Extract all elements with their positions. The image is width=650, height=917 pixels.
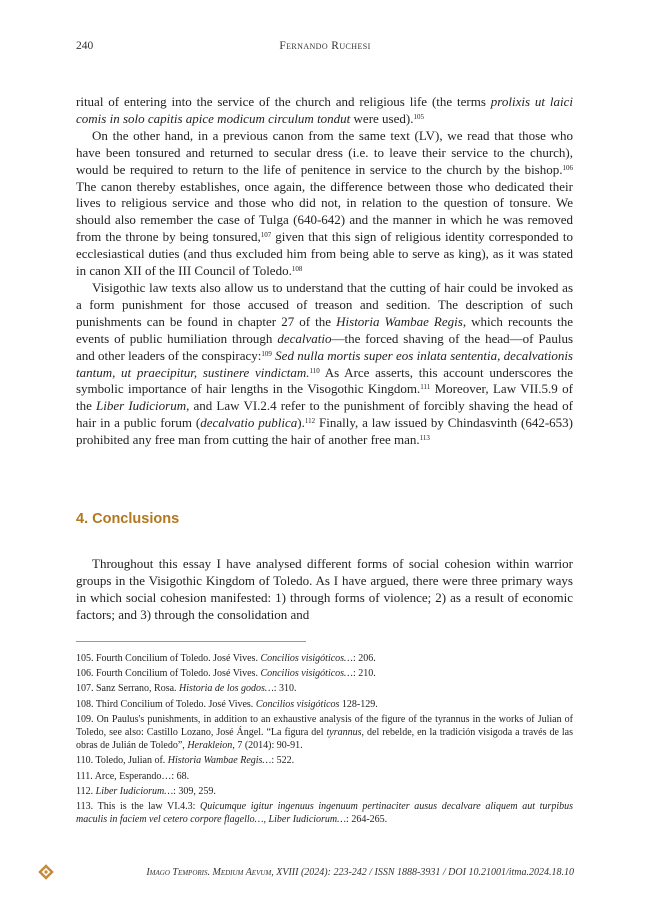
footnote-text: 109. On Paulus's punishments, in addition to an exhaustive analysis of the figure of the tyrannus in the works of Julian of Toledo, see also: Castillo Lozano, José Ángel. “La figura del: [76, 713, 573, 739]
footnote-text: 113. This is the law VI.4.3:: [76, 801, 201, 813]
paragraph: [76, 280, 573, 449]
footnote: [76, 800, 573, 826]
footnote-text: 107. Sanz Serrano, Rosa.: [76, 683, 180, 695]
title-italic: Liber Iudiciorum: [96, 398, 187, 414]
footnote-separator: [76, 641, 306, 642]
footnote: [76, 754, 573, 767]
footnote-ref: 113: [419, 434, 430, 443]
footnote-ref: 111: [420, 383, 431, 392]
footnote-title: Herakleion: [187, 740, 233, 752]
footnote-ref: 112: [304, 417, 316, 426]
footnote: [76, 667, 573, 680]
footnote-title: Quicumque igitur ingenuus ingenuum pertinaciter ausus decalvare aliquem aut turpibus maculis in faciem vel cetero corpore flagello…, Liber Iudiciorum…: [76, 801, 573, 826]
footnote: [76, 713, 573, 753]
text: Finally, a law issued by Chindasvinth (642-653) prohibited any free man from cutting the hair of another free man.: [76, 415, 574, 448]
footnote-ref: 110: [309, 366, 320, 375]
footnote-text: 106. Fourth Concilium of Toledo. José Vives.: [76, 668, 261, 680]
section-heading: 4. Conclusions: [76, 511, 180, 527]
footnote-text: 105. Fourth Concilium of Toledo. José Vives.: [76, 653, 261, 664]
footnote-ref: 106: [562, 163, 573, 172]
footnote: [76, 652, 573, 665]
text: Visigothic law texts also allow us to understand that the cutting of hair could be invoked as a form punishment for those accused of treason and sedition. The description of such punishments can be found in chapter 27 of the: [76, 279, 573, 329]
text: ritual of entering into the service of the church and religious life (the terms: [76, 94, 491, 109]
footnote-title: Concilios visigóticos: [255, 698, 340, 710]
footnote-text: 110. Toledo, Julian of.: [76, 755, 168, 767]
footnote-ref: 108: [291, 265, 303, 274]
paragraph: [76, 128, 573, 280]
text: As Arce asserts, this account underscores the symbolic importance of hair lengths in the Visogothic Kingdom.: [76, 364, 573, 397]
footnote-text: : 309, 259.: [173, 785, 216, 797]
footnote-text: 108. Third Concilium of Toledo. José Vives.: [76, 698, 256, 710]
latin-quote: prolixis ut laici comis in solo capitis apice modicum circulum tondut: [76, 94, 573, 126]
running-author: Fernando Ruchesi: [279, 40, 371, 52]
paragraph: [76, 94, 573, 128]
footnote-title: Historia de los godos…: [179, 683, 274, 695]
footnote-text: 128-129.: [339, 698, 378, 710]
latin-quote: Sed nulla mortis super eos inlata sententia, decalvationis tantum, ut praecipitur, sustinere vindictam.: [76, 347, 573, 380]
footnote: [76, 770, 573, 783]
footnotes: [76, 652, 573, 828]
footnote-title: Historia Wambae Regis…: [167, 755, 272, 767]
footnote: [76, 682, 573, 695]
footnote-ref: 109: [261, 349, 272, 358]
journal-details: , XVIII (2024): 223-242 / ISSN 1888-3931 / DOI 10.21001/itma.2024.18.10: [271, 867, 574, 878]
footnote: [76, 698, 573, 711]
journal-title: Imago Temporis. Medium Aevum: [146, 867, 272, 878]
footnote-text: 112.: [76, 785, 96, 797]
term-italic: decalvatio publica: [200, 415, 298, 431]
footnote-title: tyrannus: [326, 727, 362, 739]
text: Moreover, Law VII.5.9 of the: [76, 381, 573, 414]
paragraph: Throughout this essay I have analysed different forms of social cohesion within warrior groups in the Visigothic Kingdom of Toledo. As I have argued, there were three primary ways in which social cohesion manifested: 1) through forms of violence; 2) as a result of economic factors; and 3) through the consolidation and: [76, 556, 573, 622]
text: given that this sign of religious identity corresponded to ecclesiastical duties (and thus excluded him from being able to serve as king), as it was stated in canon XII of the III Council of Toledo.: [76, 229, 573, 279]
title-italic: Historia Wambae Regis: [336, 313, 463, 329]
page-number: 240: [76, 40, 94, 52]
footnote-ref: 107: [260, 231, 272, 240]
footnote-ref: 105: [413, 112, 424, 121]
footnote-text: , 7 (2014): 90-91.: [232, 740, 303, 752]
footnote-title: Liber Iudiciorum…: [95, 785, 174, 797]
text: The canon thereby establishes, once again, the difference between those who dedicated their lives to religious service and those who did not, in relation to the question of tonsure. We should also remember the case of Tulga (640-642) and the manner in which he was removed from the throne by being tonsured,: [76, 178, 573, 245]
footnote-text: 111. Arce, Esperando…: 68.: [76, 770, 190, 782]
ornament-diamond-icon: [38, 864, 54, 880]
footnote: [76, 785, 573, 798]
text: , and Law VI.2.4 refer to the punishment of forcibly shaving the head of hair in a public forum (: [76, 398, 573, 431]
running-header: [76, 40, 574, 56]
footnote-text: : 264-265.: [346, 814, 388, 826]
footnote-title: Concilios visigóticos…: [260, 653, 353, 664]
footnote-text: : 310.: [273, 683, 297, 695]
text: —the forced shaving of the head—of Paulus and other leaders of the conspiracy:: [76, 330, 573, 363]
text: , which recounts the events of public humiliation through: [76, 313, 573, 346]
text: were used).: [350, 110, 414, 126]
text: ).: [297, 415, 305, 431]
footnote-title: Concilios visigóticos…: [260, 668, 353, 680]
term-italic: decalvatio: [277, 330, 332, 346]
footnote-text: : 210.: [352, 668, 376, 680]
page-footer: [0, 864, 650, 882]
footnote-text: : 522.: [271, 755, 295, 767]
body-text: [76, 94, 573, 449]
conclusion-text: [76, 556, 573, 624]
footnote-text: : 206.: [352, 653, 376, 664]
text: On the other hand, in a previous canon from the same text (LV), we read that those who have been tonsured and returned to secular dress (i.e. to leave their service to the church), would be required to return to the life of penitence in service to the church by the bishop.: [76, 127, 573, 177]
footer-citation: [146, 867, 574, 878]
footnote-text: , del rebelde, en la tradición visigoda a través de las obras de Julián de Toledo”,: [76, 727, 573, 752]
